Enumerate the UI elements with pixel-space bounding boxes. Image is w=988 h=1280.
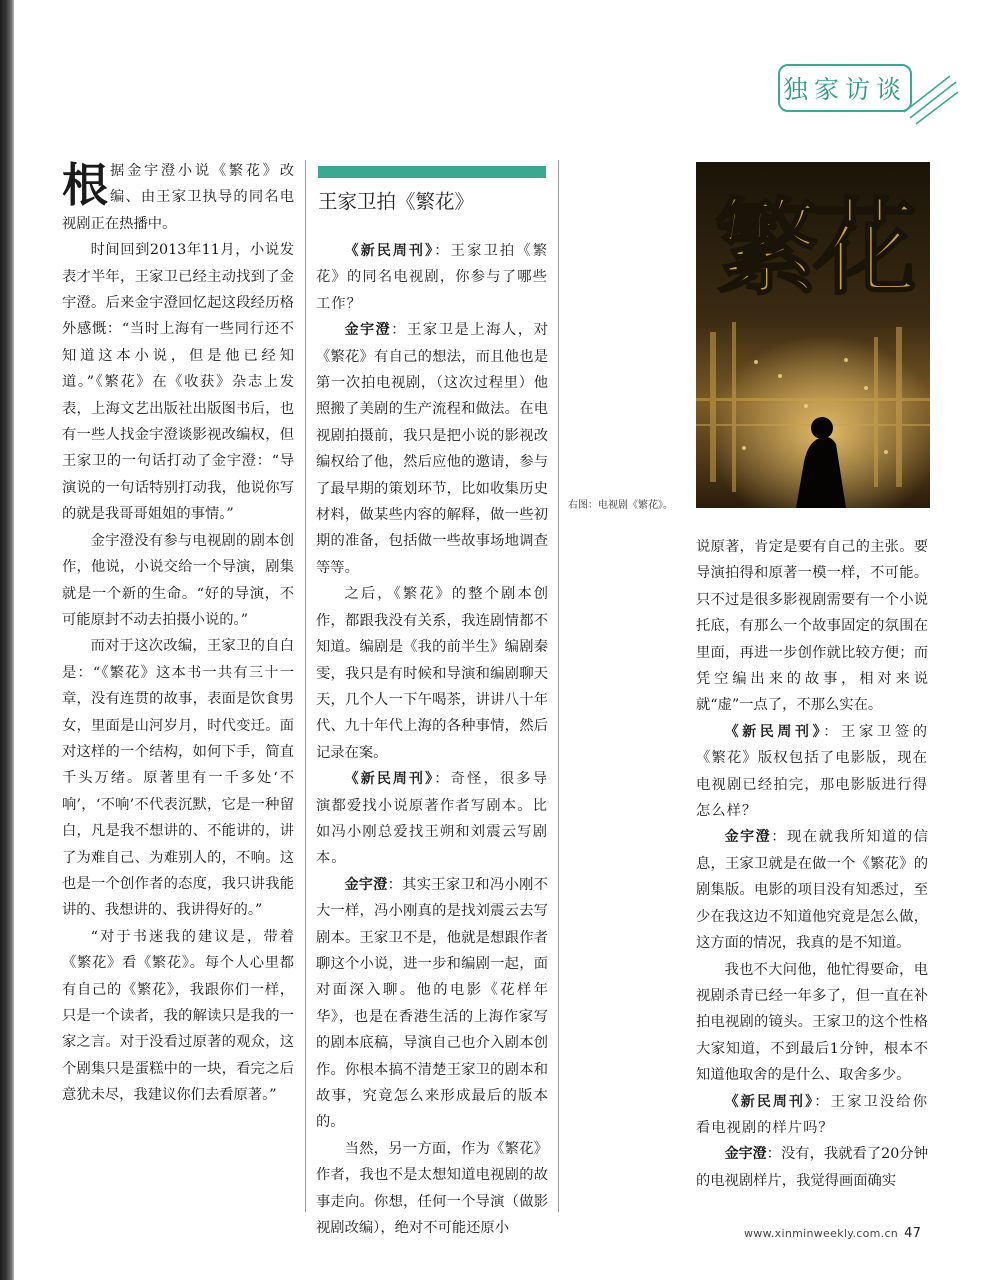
paragraph: 而对于这次改编，王家卫的自白是：“《繁花》这本书一共有三十一章，没有连贯的故事，表面是饮食男女，里面是山河岁月，时代变迁。面对这样的一个结构，如何下手，简直千头万绪。原著里有一千多处‘不响’，‘不响’不代表沉默，它是一种留白，凡是我不想讲的、不能讲的，讲了为难自己、为难别人的，不响。这也是一个创作者的态度，我只讲我能讲的、我想讲的、我讲得好的。” xyxy=(62,638,294,919)
left-edge-photo-strip xyxy=(0,0,14,1280)
page-number: 47 xyxy=(904,1226,922,1241)
question-paragraph: 《新民周刊》：奇怪，很多导演都爱找小说原著作者写剧本。比如冯小刚总爱找王朔和刘震云写剧本。 xyxy=(316,771,549,867)
paragraph: 当然，另一方面，作为《繁花》作者，我也不是太想知道电视剧的故事走向。你想，任何一个导演（做影视剧改编），绝对不可能还原小 xyxy=(316,1140,548,1237)
paragraph: 说原著，肯定是要有自己的主张。要导演拍得和原著一模一样，不可能。只不过是很多影视剧需要有一个小说托底，有那么一个故事固定的氛围在里面，再进一步创作就比较方便；而凭空编出来的故事，相对来说就“虚”一点了，不那么实在。 xyxy=(696,539,928,714)
answer-paragraph: 金宇澄：现在就我所知道的信息，王家卫就是在做一个《繁花》的剧集版。电影的项目没有知悉过，至少在我这边不知道他究竟是怎么做，这方面的情况，我真的是不知道。 xyxy=(696,829,928,952)
column-divider xyxy=(558,160,559,1212)
drama-poster-image xyxy=(696,162,930,508)
footer-website: www.xinminweekly.com.cn xyxy=(744,1227,899,1240)
paragraph: 金宇澄没有参与电视剧的剧本创作，他说，小说交给一个导演，剧集就是一个新的生命。“好的导演，不可能原封不动去拍摄小说的。” xyxy=(62,532,294,628)
paragraph: 我也不大问他，他忙得要命，电视剧杀青已经一年多了，但一直在补拍电视剧的镜头。王家卫的这个性格大家知道，不到最后1分钟，根本不知道他取舍的是什么、取舍多少。 xyxy=(696,961,928,1084)
image-caption: 右图：电视剧《繁花》。 xyxy=(568,500,673,511)
badge-stripes-decoration xyxy=(900,72,960,132)
question-paragraph: 《新民周刊》：王家卫签的《繁花》版权包括了电影版，现在电视剧已经拍完，那电影版进行得怎么样？ xyxy=(696,723,929,820)
column-badge xyxy=(778,64,912,112)
answer-paragraph: 金宇澄：没有，我就看了20分钟的电视剧样片，我觉得画面确实 xyxy=(696,1146,928,1189)
column-divider xyxy=(305,160,306,1212)
column-badge-label: 独家访谈 xyxy=(782,75,907,104)
article-column-1 xyxy=(62,158,294,1109)
answer-paragraph: 金宇澄：其实王家卫和冯小刚不大一样，冯小刚真的是找刘震云去写剧本。王家卫不是，他就是想跟作者聊这个小说，进一步和编剧一起，面对面深入聊。他的电影《花样年华》，也是在香港生活的上海作家写的剧本底稿，导演自己也介入剧本创作。你根本搞不清楚王家卫的剧本和故事，究竟怎么来形成最后的版本的。 xyxy=(316,876,549,1131)
drop-cap: 根 xyxy=(62,158,108,212)
paragraph: 之后，《繁花》的整个剧本创作，都跟我没有关系，我连剧情都不知道。编剧是《我的前半生》编剧秦雯，我只是有时候和导演和编剧聊天天，几个人一下午喝茶，讲讲八十年代、九十年代上海的各种事情，然后记录在案。 xyxy=(316,586,548,761)
question-paragraph: 《新民周刊》：王家卫没给你看电视剧的样片吗？ xyxy=(696,1093,929,1136)
question-paragraph: 《新民周刊》：王家卫拍《繁花》的同名电视剧，你参与了哪些工作？ xyxy=(316,243,549,312)
article-column-3 xyxy=(696,534,928,1194)
article-column-2 xyxy=(316,238,548,1241)
section-accent-bar xyxy=(318,166,546,178)
paragraph: 时间回到2013年11月，小说发表才半年，王家卫已经主动找到了金宇澄。后来金宇澄回忆起这段经历格外感慨：“当时上海有一些同行还不知道这本小说，但是他已经知道。”《繁花》在《收获》杂志上发表，上海文艺出版社出版图书后，也有一些人找金宇澄谈影视改编权，但王家卫的一句话打动了金宇澄：“导演说的一句话特别打动我，他说你写的就是我哥哥姐姐的事情。” xyxy=(62,242,294,523)
section-title: 王家卫拍《繁花》 xyxy=(318,190,475,213)
paragraph: “对于书迷我的建议是，带着《繁花》看《繁花》。每个人心里都有自己的《繁花》，我跟你们一样，只是一个读者，我的解读只是我的一家之言。对于没看过原著的观众，这个剧集只是蛋糕中的一块，看完之后意犹未尽，我建议你们去看原著。” xyxy=(62,928,294,1104)
poster-title: 繁花 xyxy=(714,186,912,309)
lead-paragraph: 根据金宇澄小说《繁花》改编、由王家卫执导的同名电视剧正在热播中。 xyxy=(62,158,294,232)
page-footer xyxy=(744,1226,921,1241)
answer-paragraph: 金宇澄：王家卫是上海人，对《繁花》有自己的想法，而且他也是第一次拍电视剧，（这次过程里）他照搬了美剧的生产流程和做法。在电视剧拍摄前，我只是把小说的影视改编权给了他，然后应他的邀请，参与了最早期的策划环节，比如收集历史材料，做某些内容的解释，做一些初期的准备，包括做一些故事场地调查等等。 xyxy=(316,322,548,576)
